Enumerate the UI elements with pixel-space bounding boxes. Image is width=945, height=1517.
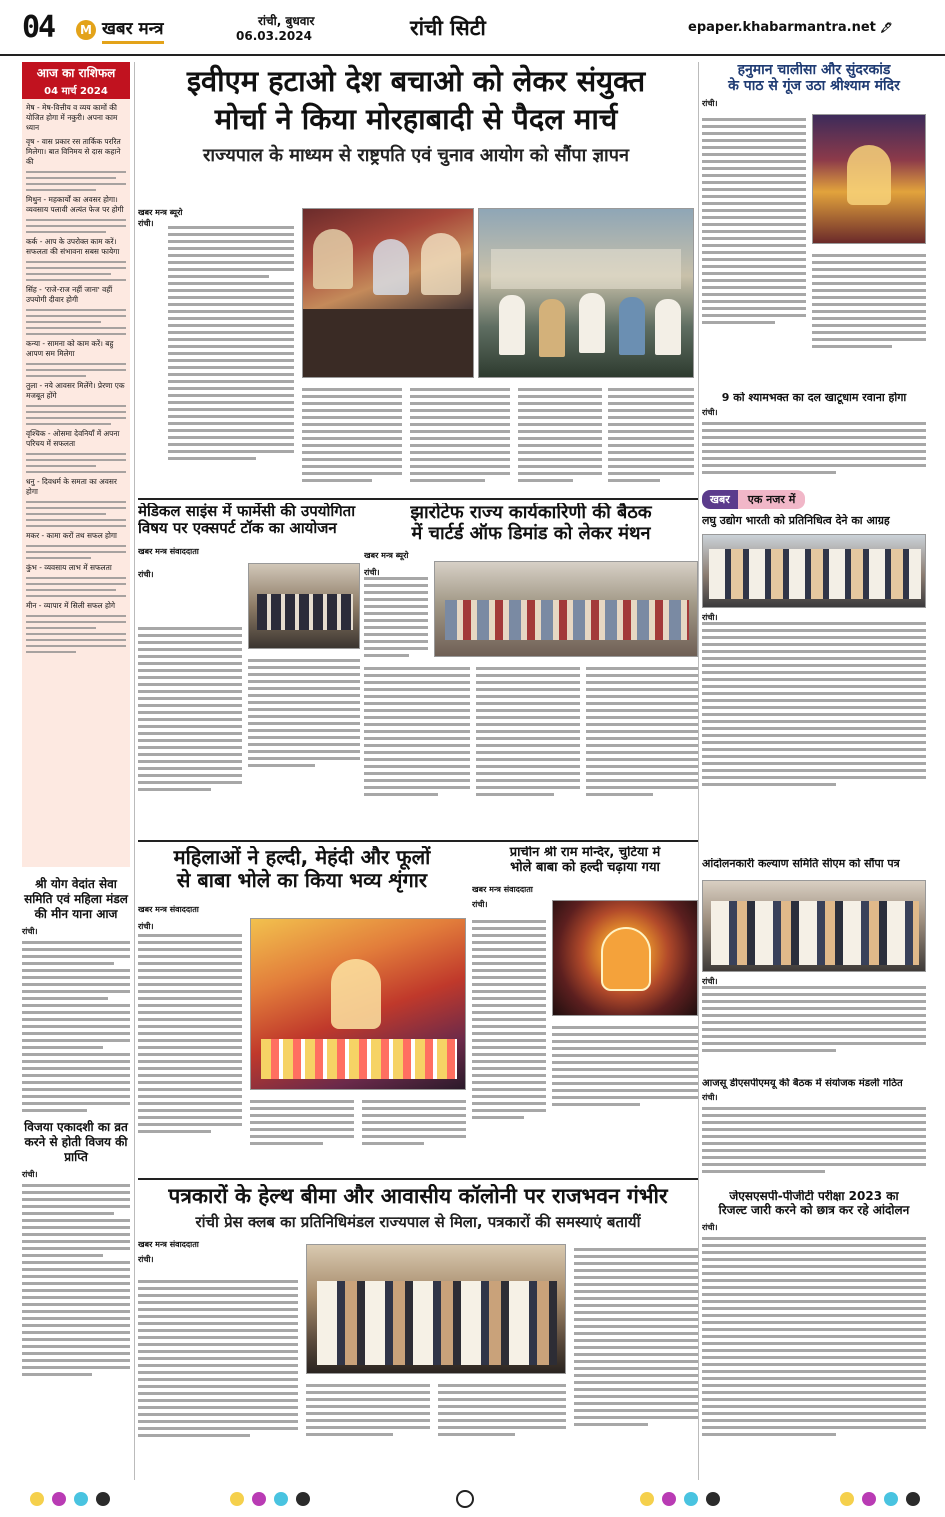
jharotef-byline: खबर मन्त्र ब्यूरो <box>364 551 409 561</box>
main-body-col1 <box>168 222 294 464</box>
issue-date: 06.03.2024 <box>236 29 312 43</box>
yogi-body <box>22 941 130 1112</box>
jpsc-body <box>702 1237 926 1436</box>
patrakar-body-d <box>438 1380 566 1440</box>
jharotef-body-b <box>364 663 470 800</box>
rashi-text-lines <box>26 363 126 377</box>
ek-nazar-tag-1: खबर <box>702 490 738 509</box>
yogi-dateline: रांची। <box>22 927 38 936</box>
shyam-story <box>702 392 926 482</box>
ek-nazar-tag-2: एक नजर में <box>738 490 806 509</box>
jharotef-headline-1: झारोटेफ राज्य कार्यकारिणी की बैठक <box>410 503 652 523</box>
main-body-col5 <box>608 384 694 486</box>
ram-dateline: रांची। <box>472 899 488 909</box>
jharotef-photo <box>434 561 698 657</box>
medical-dateline: रांची। <box>138 569 154 579</box>
ajsu-story <box>702 1078 926 1186</box>
rashi-text-lines <box>26 405 126 425</box>
medical-story <box>138 503 360 833</box>
rashifal-body <box>22 99 130 867</box>
jharotef-story <box>364 503 698 833</box>
page-header <box>0 0 945 56</box>
rashi-para: मकर - कामा करों तथ सफल होगा <box>26 531 117 540</box>
divider <box>138 498 698 500</box>
jharotef-headline-2: में चार्टर्ड ऑफ डिमांड को लेकर मंथन <box>411 522 651 544</box>
ek-nazar-dateline: रांची। <box>702 613 718 622</box>
divider <box>138 840 698 842</box>
ram-story <box>472 846 698 1166</box>
main-photo-2 <box>478 208 694 378</box>
rashi-text-lines <box>26 453 126 473</box>
rashi-para: धनु - दिवधर्म के समता का अवसर होगा <box>26 477 117 496</box>
patrakar-subheadline: रांची प्रेस क्लब का प्रतिनिधिमंडल राज्यपाल से मिला, पत्रकारों की समस्याएं बतायीं <box>195 1213 641 1232</box>
adivasi-dateline: रांची। <box>702 977 718 986</box>
main-photo <box>302 208 474 378</box>
footer-dot <box>906 1492 920 1506</box>
rashi-text-lines <box>26 309 126 335</box>
patrakar-body-b <box>574 1244 698 1430</box>
rashi-text-lines <box>26 261 126 281</box>
jpsc-story <box>702 1190 926 1476</box>
patrakar-byline: खबर मन्त्र संवाददाता <box>138 1240 199 1250</box>
footer-dot <box>884 1492 898 1506</box>
jharotef-body-c <box>476 663 580 800</box>
hanuman-headline-2: के पाठ से गूंज उठा श्रीश्याम मंदिर <box>728 78 900 95</box>
main-body-col4 <box>518 384 602 486</box>
ekadashi-body <box>22 1184 130 1376</box>
patrakar-headline: पत्रकारों के हेल्थ बीमा और आवासीय कॉलोनी पर राजभवन गंभीर <box>168 1184 668 1208</box>
main-body-col3 <box>410 384 510 486</box>
haldi-byline: खबर मन्त्र संवाददाता <box>138 905 199 914</box>
shyam-body <box>702 422 926 474</box>
main-headline-2: मोर्चा ने किया मोरहाबादी से पैदल मार्च <box>214 102 618 136</box>
adivasi-story <box>702 858 926 1074</box>
medical-body-b <box>248 655 360 771</box>
footer-dot <box>230 1492 244 1506</box>
rashi-para: मेष - मेष-वित्तीय व व्यय कामों की योजित होगा में नकुरी। अपना काम ध्यान <box>26 103 118 132</box>
main-dateline: रांची। <box>138 219 154 228</box>
rashifal-title: आज का राशिफल <box>22 62 130 83</box>
hanuman-headline-1: हनुमान चालीसा और सुंदरकांड <box>737 62 891 78</box>
footer-dot <box>274 1492 288 1506</box>
haldi-body-b <box>250 1096 354 1149</box>
footer-dot <box>74 1492 88 1506</box>
hanuman-body-a <box>702 114 806 328</box>
medical-headline-2: विषय पर एक्सपर्ट टॉक का आयोजन <box>138 519 337 538</box>
adivasi-headline: आंदोलनकारी कल्याण समिति सीएम को सौंपा पत्र <box>702 858 900 870</box>
ek-nazar-story <box>702 490 926 850</box>
rashi-para: तुला - नये आवसर मिलेंगे। प्रेरणा एक मजबूत होंगे <box>26 381 125 400</box>
ek-nazar-photo <box>702 534 926 608</box>
jpsc-headline-1: जेएसएसपी-पीजीटी परीक्षा 2023 का <box>729 1190 899 1203</box>
rashi-text-lines <box>26 615 126 653</box>
footer-dot <box>52 1492 66 1506</box>
haldi-photo <box>250 918 466 1090</box>
patrakar-dateline: रांची। <box>138 1255 154 1265</box>
patrakar-body-c <box>306 1380 430 1440</box>
ekadashi-dateline: रांची। <box>22 1170 38 1179</box>
jharotef-body-d <box>586 663 698 800</box>
patrakar-body-a <box>138 1276 298 1441</box>
registration-mark-icon <box>456 1490 474 1508</box>
haldi-body-c <box>362 1096 466 1149</box>
haldi-body-a <box>138 930 242 1137</box>
haldi-story <box>138 846 466 1166</box>
ekadashi-headline: विजया एकादशी का व्रत करने से होती विजय की प्राप्ति <box>24 1120 128 1164</box>
footer-dot <box>296 1492 310 1506</box>
footer-dot <box>840 1492 854 1506</box>
dateline-box <box>236 14 314 44</box>
rashi-text-lines <box>26 219 126 233</box>
brand-logo-icon: M <box>76 20 96 40</box>
main-story <box>138 62 694 494</box>
footer-dot <box>684 1492 698 1506</box>
rashi-para: कुंभ - व्यवसाय लाभ में सफलता <box>26 563 112 572</box>
footer-dot <box>30 1492 44 1506</box>
rashi-para: वृष - वास प्रकार रस तार्किक पररित मिलेगा। बात विनिमय से दास कहाने की <box>26 137 121 166</box>
main-byline: खबर मन्त्र ब्यूरो <box>138 208 183 217</box>
haldi-headline-2: से बाबा भोले का किया भव्य शृंगार <box>176 868 428 892</box>
patrakar-photo <box>306 1244 566 1374</box>
hanuman-story <box>702 62 926 392</box>
patrakar-story <box>138 1184 698 1474</box>
footer-dot <box>640 1492 654 1506</box>
adivasi-photo <box>702 880 926 972</box>
rashi-text-lines <box>26 545 126 559</box>
column-rule <box>134 62 135 1480</box>
left-column <box>22 62 130 1465</box>
main-body-col2 <box>302 384 402 486</box>
yogi-headline: श्री योग वेदांत सेवा समिति एवं महिला मंडल की मीन याना आज <box>24 877 128 921</box>
ram-photo <box>552 900 698 1016</box>
brand-name: खबर मन्त्र <box>102 16 164 44</box>
main-subheadline: राज्यपाल के माध्यम से राष्ट्रपति एवं चुनाव आयोग को सौंपा ज्ञापन <box>203 145 629 166</box>
ek-nazar-body <box>702 618 926 790</box>
rashi-text-lines <box>26 577 126 597</box>
footer-dot <box>862 1492 876 1506</box>
ram-body-a <box>472 916 546 1123</box>
footer-dot <box>252 1492 266 1506</box>
hanuman-dateline: रांची। <box>702 99 718 109</box>
shyam-dateline: रांची। <box>702 407 718 417</box>
footer-dot <box>96 1492 110 1506</box>
jharotef-dateline: रांची। <box>364 568 380 578</box>
rashi-para: मिथुन - महकार्यों का अवसर होगा। व्यवसाय पलावी अत्यंत फेज पर होगी <box>26 195 124 214</box>
medical-byline: खबर मन्त्र संवाददाता <box>138 546 199 556</box>
rashi-para: मीन - व्यापार में सिली सफल होगे <box>26 601 116 610</box>
shyam-headline: 9 को श्यामभक्त का दल खाटूधाम रवाना होगा <box>721 392 907 404</box>
adivasi-body <box>702 982 926 1056</box>
ajsu-dateline: रांची। <box>702 1092 718 1102</box>
medical-photo <box>248 563 360 649</box>
rashi-text-lines <box>26 501 126 527</box>
jpsc-headline-2: रिजल्ट जारी करने को छात्र कर रहे आंदोलन <box>718 1202 910 1217</box>
rashi-para: कर्क - आप के उपरोक्त काम करें। सफलता की संभावना सबस फायेगा <box>26 237 120 256</box>
footer-dot <box>662 1492 676 1506</box>
ram-byline: खबर मन्त्र संवाददाता <box>472 884 533 894</box>
ram-headline-1: प्राचीन श्री राम मन्दिर, चुटिया में <box>509 846 661 860</box>
haldi-dateline: रांची। <box>138 922 154 931</box>
rashi-para: कन्या - सामना को काम करें। बहु आपण सम मिलेगा <box>26 339 114 358</box>
epaper-url[interactable]: epaper.khabarmantra.net 🖋 <box>688 20 893 35</box>
ram-headline-2: भोले बाबा को हल्दी चढ़ाया गया <box>510 859 660 875</box>
page-footer <box>0 1482 945 1517</box>
divider <box>138 1178 698 1180</box>
rashifal-date: 04 मार्च 2024 <box>22 83 130 99</box>
footer-dot <box>706 1492 720 1506</box>
hanuman-photo <box>812 114 926 244</box>
ek-nazar-tag <box>702 490 926 509</box>
rashi-para: सिंह - 'राजे-राज नहीं जाना' वहीं उपयोगी दीवार होगी <box>26 285 113 304</box>
section-title: रांची सिटी <box>410 16 486 40</box>
hanuman-body-b <box>812 250 926 352</box>
jpsc-dateline: रांची। <box>702 1222 718 1232</box>
haldi-headline-1: महिलाओं ने हल्दी, मेहंदी और फूलों <box>173 846 431 869</box>
ram-body-b <box>552 1022 698 1110</box>
main-headline-1: इवीएम हटाओ देश बचाओ को लेकर संयुक्त <box>186 64 646 98</box>
jharotef-body-a <box>364 573 428 661</box>
ek-nazar-headline: लघु उद्योग भारती को प्रतिनिधित्व देने का आग्रह <box>702 514 890 527</box>
medical-headline-1: मेडिकल साइंस में फार्मेसी की उपयोगिता <box>138 503 356 520</box>
column-rule <box>698 62 699 1480</box>
brand <box>76 16 164 44</box>
city-day: रांची, बुधवार <box>258 14 315 28</box>
rashi-para: वृश्चिक - ओसमा देवनियाँ में अपना परिचय में सफलता <box>26 429 120 448</box>
medical-body-a <box>138 623 242 795</box>
rashi-text-lines <box>26 171 126 191</box>
ajsu-headline: आजसू डीएसपीएमयू की बैठक में संयोजक मंडली गठित <box>702 1078 903 1089</box>
ajsu-body <box>702 1107 926 1173</box>
page-number: 04 <box>22 10 55 45</box>
